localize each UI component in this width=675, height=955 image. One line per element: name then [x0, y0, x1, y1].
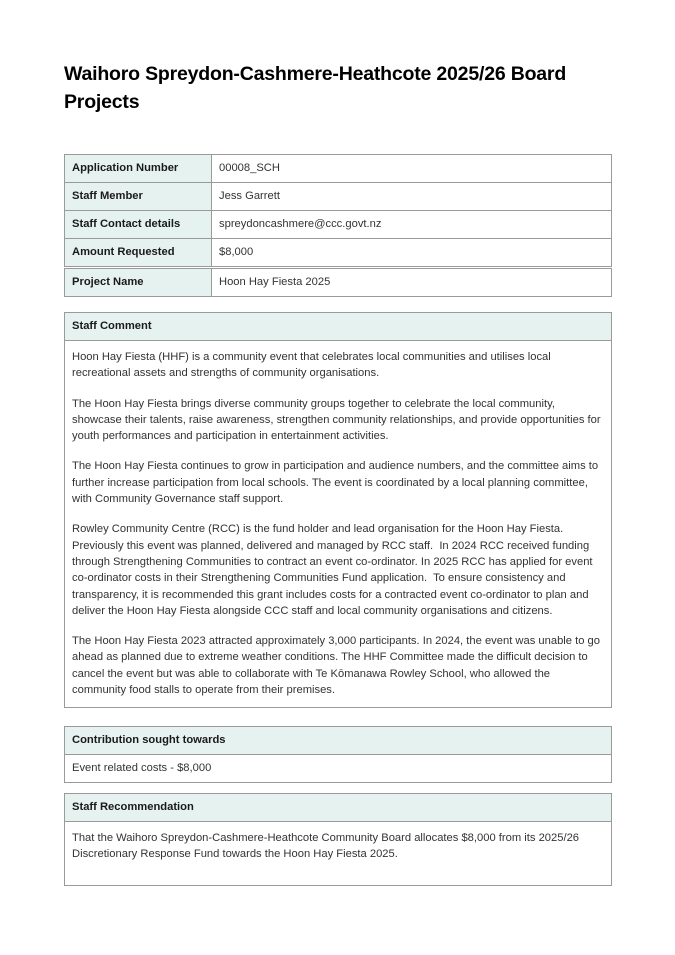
- row-value-project-name: Hoon Hay Fiesta 2025: [212, 269, 611, 296]
- row-label-application-number: Application Number: [65, 155, 212, 182]
- row-label-staff-contact-details: Staff Contact details: [65, 211, 212, 238]
- page-title: Waihoro Spreydon-Cashmere-Heathcote 2025/26 Board Projects: [64, 63, 567, 113]
- table-row: [65, 183, 611, 211]
- paragraph: Event related costs - $8,000: [72, 762, 212, 774]
- contribution-header: Contribution sought towards: [65, 727, 611, 755]
- table-row: [65, 211, 611, 239]
- row-label-project-name: Project Name: [65, 269, 212, 296]
- row-label-amount-requested: Amount Requested: [65, 239, 212, 266]
- application-info-table: [64, 154, 612, 267]
- staff-comment-header: Staff Comment: [65, 313, 611, 341]
- row-value-staff-member: Jess Garrett: [212, 183, 611, 210]
- table-row: [65, 155, 611, 183]
- table-row: [65, 269, 611, 296]
- contribution-section: [64, 726, 612, 783]
- staff-comment-section: [64, 312, 612, 708]
- project-name-table: [64, 268, 612, 297]
- row-value-amount-requested: $8,000: [212, 239, 611, 266]
- paragraph: The Hoon Hay Fiesta 2023 attracted approximately 3,000 participants. In 2024, the event was unable to go ahead as planned due to extreme weather conditions. The HHF Committee made the difficult decision to cancel the event but was able to collaborate with Te Kōmanawa Rowley School, who allowed the community food stalls to operate from their premises.: [72, 635, 604, 697]
- paragraph: That the Waihoro Spreydon-Cashmere-Heathcote Community Board allocates $8,000 from its 2025/26 Discretionary Response Fund towards the Hoon Hay Fiesta 2025.: [72, 832, 583, 861]
- table-row: [65, 239, 611, 266]
- staff-recommendation-header: Staff Recommendation: [65, 794, 611, 822]
- contribution-body: [65, 755, 611, 782]
- paragraph: Hoon Hay Fiesta (HHF) is a community event that celebrates local communities and utilises local recreational assets and strengths of community organisations.: [72, 351, 554, 380]
- row-value-staff-contact-details: spreydoncashmere@ccc.govt.nz: [212, 211, 611, 238]
- staff-recommendation-body: [65, 822, 611, 885]
- paragraph: Rowley Community Centre (RCC) is the fund holder and lead organisation for the Hoon Hay Fiesta. Previously this event was planned, delivered and managed by RCC staff. In 2024 RCC received funding through Strengthening Communities to contract an event co-ordinator. In 2025 RCC has applied for event co-ordinator costs in their Strengthening Communities Fund application. To ensure consistency and transparency, it is recommended this grant includes costs for a contracted event co-ordinator to plan and deliver the Hoon Hay Fiesta alongside CCC staff and local community organisations and citizens.: [72, 523, 596, 617]
- staff-comment-body: [65, 341, 611, 707]
- row-label-staff-member: Staff Member: [65, 183, 212, 210]
- row-value-application-number: 00008_SCH: [212, 155, 611, 182]
- paragraph: The Hoon Hay Fiesta brings diverse community groups together to celebrate the local community, showcase their talents, raise awareness, strengthen community relationships, and provide opportunities for youth performances and participation in entertainment activities.: [72, 397, 604, 443]
- paragraph: The Hoon Hay Fiesta continues to grow in participation and audience numbers, and the committee aims to further increase participation from local schools. The event is coordinated by a local planning committee, with Community Governance staff support.: [72, 460, 602, 506]
- staff-recommendation-section: [64, 793, 612, 886]
